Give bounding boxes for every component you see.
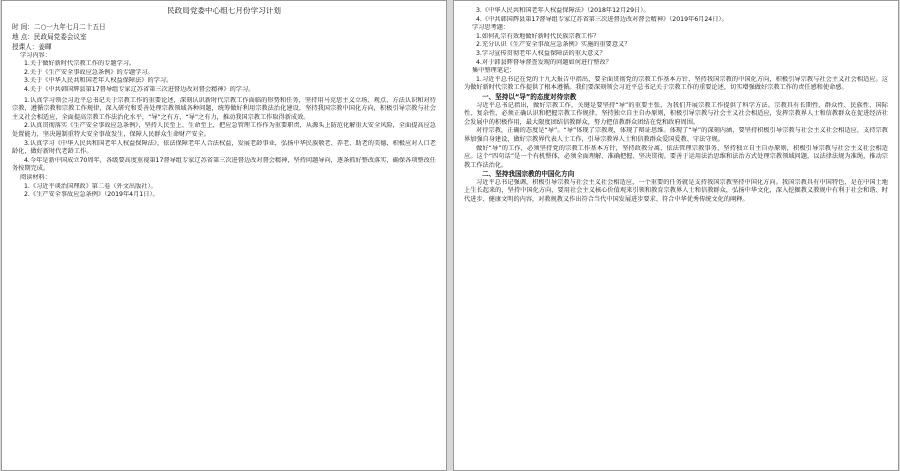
list-item: 3.关于《中华人民共和国老年人权益保障法》的学习。	[24, 77, 173, 85]
question-item: 2.充分认识《生产安全事故应急条例》实施的重要意义？	[476, 41, 631, 49]
body-paragraph: 习近平总书记强调，积极引导宗教与社会主义社会相适应，一个重要的任务就是支持我国宗教坚持中国化方向。我国宗教具有中国特色，是在中国土地上生长起来的，坚持中国化方向，要用社会主义核心价值观来引领和教育宗教界人士和信教群众，弘扬中华文化，深入挖掘教义教规中有利于社会和谐、时代进步、健康文明的内容，对教规教义作出符合当代中国发展进步要求、符合中华优秀传统文化的阐释。	[464, 178, 888, 204]
question-item: 3.学习宣传贯彻老年人权益保障法的重大意义？	[476, 49, 606, 57]
question-item: 1.如何礼宗有效地做好新时代民族宗教工作？	[476, 32, 600, 40]
document-page-right	[453, 0, 899, 471]
section-heading: 一、坚持以“导”的态度对待宗教	[482, 92, 577, 101]
reading-item: 3.《中华人民共和国老年人权益保障法》（2018年12月29日）。	[476, 7, 650, 14]
body-paragraph: 对待宗教，正确的态度是“导”。“导”体现了宗教观，体现了辩证思维。体现了“导”的深刻内涵，要坚持积极引导宗教与社会主义社会相适应，支持宗教界加强自身建设，做好宗教界代表人士工作，引导宗教界人士和信教群众爱国爱教、守法守规。	[464, 127, 888, 143]
reading-label: 阅读材料：	[20, 173, 51, 181]
body-paragraph: 1.认真学习领会习近平总书记关于宗教工作的重要论述，深刻认识新时代宗教工作面临的形势和任务，坚持用马克思主义立场、观点、方法认识和对待宗教，遵循宗教和宗教工作规律，深入研究和妥善处理宗教领域各种问题，统筹做好利用宗教法治化建设，坚持我国宗教中国化方向，积极引导宗教与社会主义社会相适应，全面提高宗教工作法治化水平，“导”之有方，“导”之有力，推动我国宗教工作取得新成效。	[12, 96, 436, 121]
meeting-place: 地 点：民政局党委会议室	[12, 32, 87, 41]
body-paragraph: 4.今年是新中国成立70周年，各级要高度重视第17督导组专家辽苏省第三次进督边改对督会精神，坚持问题导向，逐条抓好整改落实，确保各项整改任务按期完成。	[12, 156, 436, 173]
meeting-time: 时 间：二○一九年七月二十五日	[12, 22, 106, 31]
body-paragraph: 习近平总书记指出，做好宗教工作，关键是要坚持“导”的重要主张，为我们开展宗教工作提供了科学方法。宗教具有长期性、群众性、民族性、国际性、复杂性，必须正确认识和把握宗教工作规律，坚持独立自主自办原则，积极引导宗教与社会主义社会相适应，发挥宗教界人士和信教群众在促进经济社会发展中的积极作用，最大限度团结信教群众，努力把信教群众团结在党和政府周围。	[464, 101, 888, 126]
meeting-lecturer: 授课人：姜暉	[12, 42, 52, 51]
reading-item: 1.《习近平谈治国理政》第二卷（外文出版社）。	[24, 182, 157, 190]
document-page-left	[1, 0, 447, 471]
notes-label: 集中整理笔记：	[472, 67, 516, 75]
section-label: 学习内容：	[20, 51, 51, 59]
body-paragraph: 做好“导”的工作，必须坚持党的宗教工作基本方针，坚持政教分离，依法管理宗教事务，坚持独立自主自办原则，积极引导宗教与社会主义社会相适应。这个“四句话”是一个有机整体，必须全面理解、准确把握、坚决贯彻。要善于运用法治思维和法治方式处理宗教领域问题，以法律法规为准绳，推动宗教工作法治化。	[464, 144, 888, 169]
list-item: 1.关于做好新时代宗教工作的专题学习。	[24, 60, 136, 68]
questions-label: 学习思考题：	[472, 24, 510, 32]
question-item: 4.对于韩县辉督导督查发现的问题如何进行整改？	[476, 58, 612, 66]
list-item: 2.关于《生产安全事故应急条例》的专题学习。	[24, 68, 154, 76]
reading-item: 2.《生产安全事故应急条例》（2019年4月1日）。	[24, 191, 159, 199]
reading-item: 4.《中共韩国辉县第17督导组专家辽苏省第三次进督边改对督会精神》（2019年6月24日）。	[476, 15, 728, 23]
body-paragraph: 3.认真学习《中华人民共和国老年人权益保障法》，依法保障老年人合法权益，发展老龄事业，弘扬中华民族敬老、养老、助老的美德，积极应对人口老龄化，做好新时代老龄工作。	[12, 139, 436, 156]
page-title: 民政局党委中心组七月份学习计划	[167, 7, 281, 15]
section-heading: 二、坚持我国宗教的中国化方向	[482, 170, 575, 179]
body-paragraph: 2.认真贯彻落实《生产安全事故应急条例》，坚持人民至上、生命至上，把应急管理工作作为重要职责，从源头上防范化解重大安全风险，全面提高应急处置能力，坚决遏制重特大安全事故发生，保障人民群众生命财产安全。	[12, 122, 436, 138]
list-item: 4.关于《中共韩国辉县第17督导组专家辽苏省第三次进督边改对督会精神》的学习。	[24, 85, 255, 93]
body-paragraph: 1.习近平总书记在党的十九大报告中指出，要全面贯彻党的宗教工作基本方针，坚持我国宗教的中国化方向，积极引导宗教与社会主义社会相适应。这为做好新时代宗教工作提供了根本遵循。我们要深刻领会习近平总书记关于宗教工作的重要论述，切实增强做好宗教工作的责任感和使命感。	[464, 75, 888, 92]
